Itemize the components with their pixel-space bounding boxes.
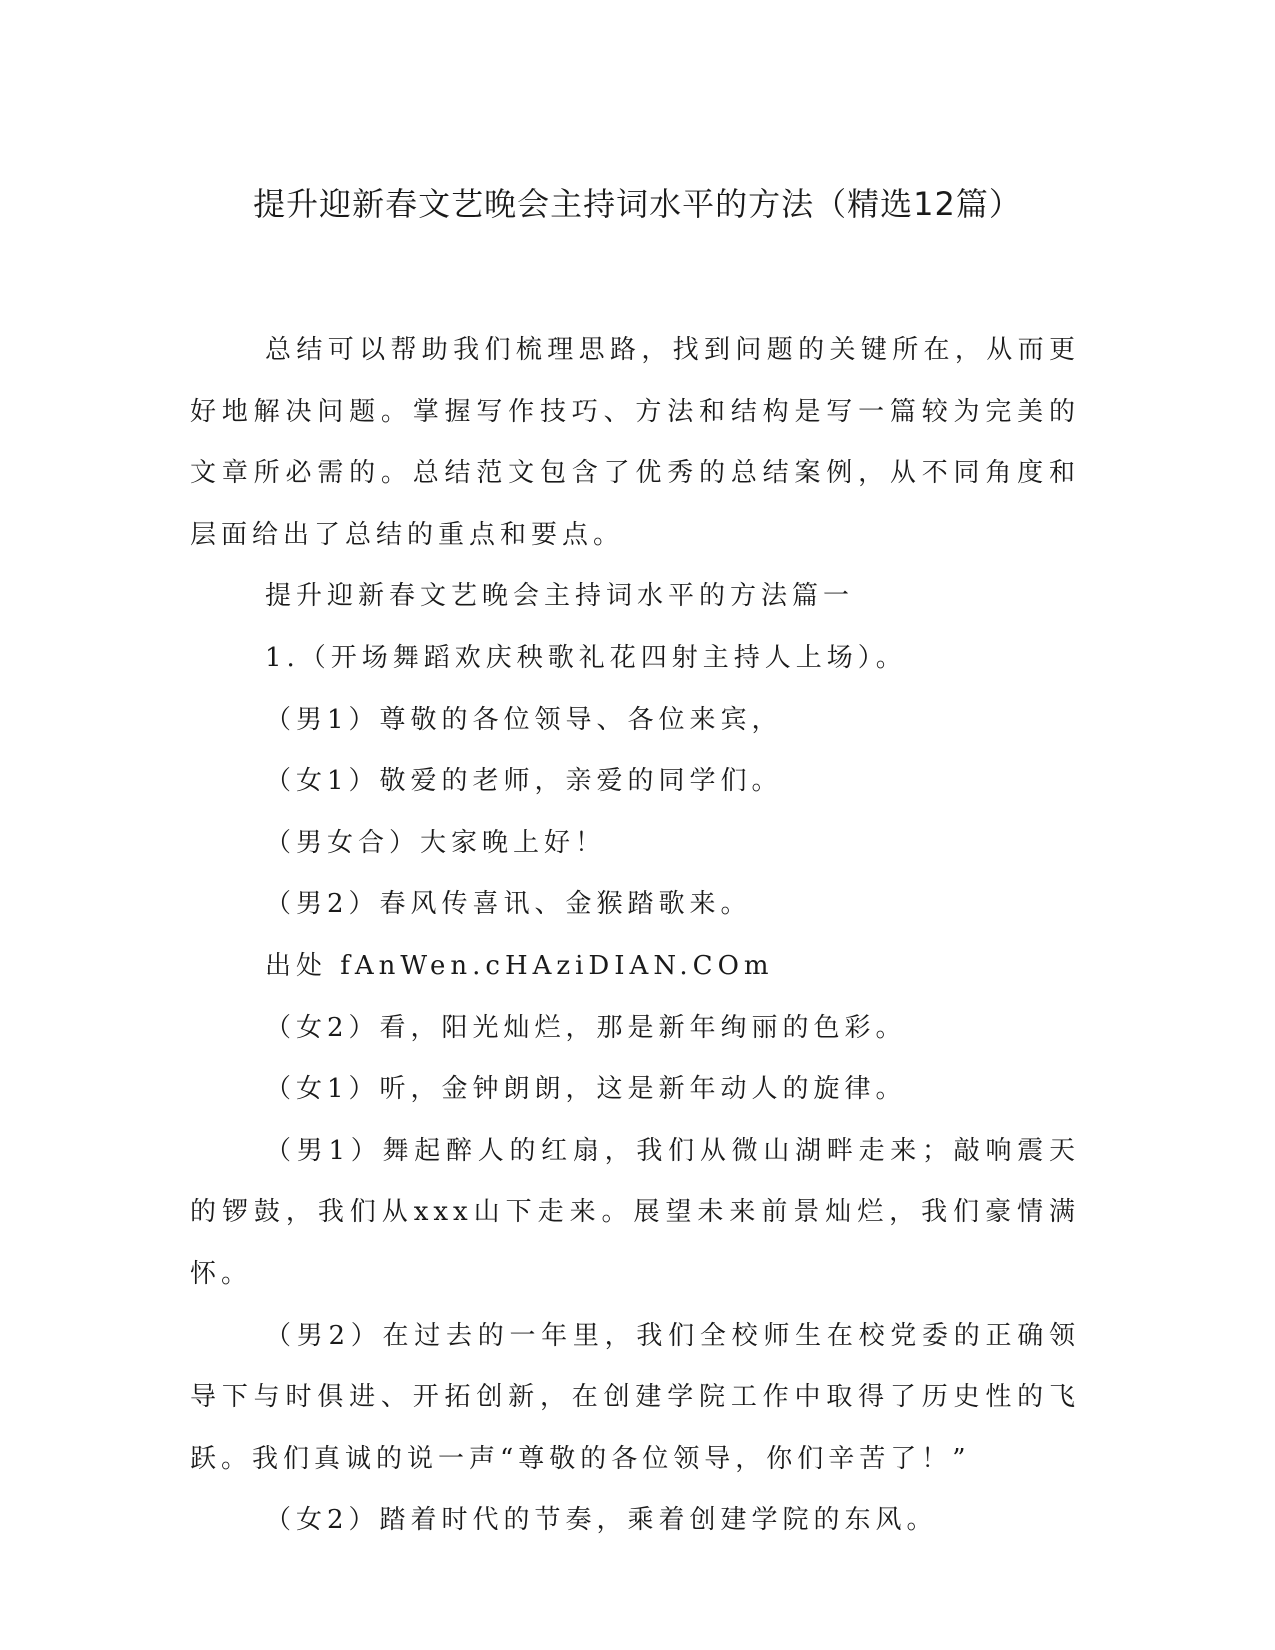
paragraph-both-greeting: （男女合）大家晚上好！ (265, 827, 607, 858)
document-title: 提升迎新春文艺晚会主持词水平的方法（精选12篇） (253, 185, 1022, 223)
paragraph-male2-line: （男2）春风传喜讯、金猴踏歌来。 (265, 889, 752, 920)
paragraph-male1-line: （男1）舞起醉人的红扇，我们从微山湖畔走来；敲响震天的锣鼓，我们从xxx山下走来。展望未来前景灿烂，我们豪情满怀。 (190, 1135, 1080, 1289)
paragraph-male2-speech: （男2）在过去的一年里，我们全校师生在校党委的正确领导下与时俱进、开拓创新，在创建学院工作中取得了历史性的飞跃。我们真诚的说一声“尊敬的各位领导，你们辛苦了！” (190, 1320, 1080, 1474)
paragraph-female2-closing: （女2）踏着时代的节奏，乘着创建学院的东风。 (265, 1505, 938, 1536)
paragraph-item-1: 1.（开场舞蹈欢庆秧歌礼花四射主持人上场）。 (265, 642, 907, 673)
paragraph-source: 出处 fAnWen.cHAziDIAN.COm (265, 950, 774, 981)
paragraph-female1-greeting: （女1）敬爱的老师，亲爱的同学们。 (265, 766, 783, 797)
paragraph-female1-line: （女1）听，金钟朗朗，这是新年动人的旋律。 (265, 1074, 907, 1105)
paragraph-intro: 总结可以帮助我们梳理思路，找到问题的关键所在，从而更好地解决问题。掌握写作技巧、方法和结构是写一篇较为完美的文章所必需的。总结范文包含了优秀的总结案例，从不同角度和层面给出了总结的重点和要点。 (190, 335, 1080, 550)
paragraph-section-heading: 提升迎新春文艺晚会主持词水平的方法篇一 (265, 581, 855, 612)
paragraph-male1-greeting: （男1）尊敬的各位领导、各位来宾， (265, 704, 783, 735)
document-body (190, 320, 1080, 1552)
paragraph-female2-line: （女2）看，阳光灿烂，那是新年绚丽的色彩。 (265, 1012, 907, 1043)
